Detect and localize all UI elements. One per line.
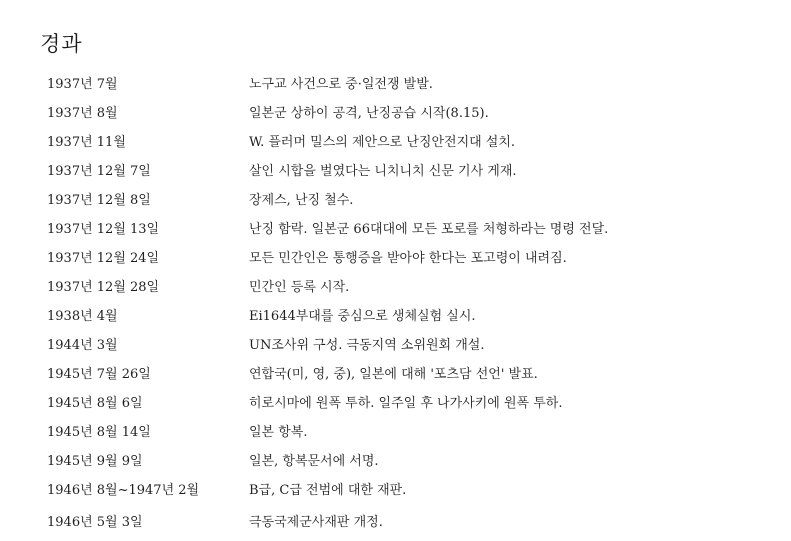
event-date: 1946년 8월~1947년 2월 [47,483,200,498]
timeline-row [47,273,777,302]
event-date: 1945년 8월 6일 [47,395,143,411]
event-description: B급, C급 전범에 대한 재판. [249,483,407,498]
timeline-row [47,418,777,447]
section-heading: 경과 [40,32,83,56]
event-description: UN조사위 구성. 극동지역 소위원회 개설. [249,337,485,353]
event-date: 1945년 9월 9일 [47,453,143,469]
event-description: 연합국(미, 영, 중), 일본에 대해 '포츠담 선언' 발표. [249,366,538,382]
event-date: 1937년 12월 28일 [47,279,160,295]
event-date: 1937년 12월 7일 [47,163,151,179]
event-date: 1945년 7월 26일 [47,366,151,382]
event-date: 1937년 12월 24일 [47,250,160,266]
event-date: 1938년 4월 [47,308,118,324]
event-date: 1937년 12월 8일 [47,192,151,208]
event-date: 1945년 8월 14일 [47,424,151,440]
event-description: 히로시마에 원폭 투하. 일주일 후 나가사키에 원폭 투하. [249,395,563,411]
timeline-row [47,128,777,157]
event-date: 1937년 12월 13일 [47,221,160,237]
event-description: 민간인 등록 시작. [249,279,350,295]
timeline-row [47,331,777,360]
event-date: 1944년 3월 [47,337,118,353]
event-description: 장제스, 난징 철수. [249,192,354,208]
event-description: 노구교 사건으로 중·일전쟁 발발. [249,76,433,92]
timeline-row [47,244,777,273]
timeline-row [47,302,777,331]
timeline-row [47,157,777,186]
event-description: W. 플러머 밀스의 제안으로 난징안전지대 설치. [249,134,516,150]
event-date: 1937년 7월 [47,76,118,92]
timeline-row [47,215,777,244]
timeline-row [47,70,777,99]
event-description: 살인 시합을 벌였다는 니치니치 신문 기사 게재. [249,163,517,179]
event-description: 모든 민간인은 통행증을 받아야 한다는 포고령이 내려짐. [249,250,567,266]
event-description: 난징 함락. 일본군 66대대에 모든 포로를 처형하라는 명령 전달. [249,221,609,237]
timeline-row [47,360,777,389]
event-description: Ei1644부대를 중심으로 생체실험 실시. [249,308,476,324]
timeline-row [47,99,777,128]
timeline-row [47,447,777,476]
timeline-row [47,506,777,539]
event-description: 일본, 항복문서에 서명. [249,453,379,469]
event-date: 1946년 5월 3일 [47,514,143,530]
timeline-row [47,186,777,215]
timeline-row [47,389,777,418]
event-description: 극동국제군사재판 개정. [249,514,383,530]
event-description: 일본군 상하이 공격, 난징공습 시작(8.15). [249,105,489,121]
event-date: 1937년 11월 [47,134,126,150]
timeline-row [47,476,777,506]
timeline-list [47,70,777,539]
event-description: 일본 항복. [249,424,308,440]
event-date: 1937년 8월 [47,105,118,121]
